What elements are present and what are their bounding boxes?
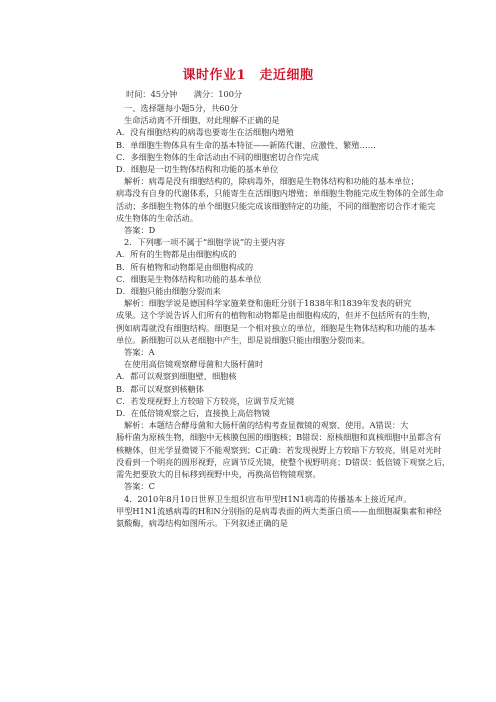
text-line: D．细胞只能由细胞分裂而来 [116, 286, 221, 297]
text-line: B．所有植物和动物都是由细胞构成的 [116, 261, 254, 272]
text-line: 肠杆菌为原核生物，细胞中无核膜包围的细胞核；B错误：原核细胞和真核细胞中虽都含有 [116, 432, 442, 443]
text-line: 单位。新细胞可以从老细胞中产生，即是说细胞只能由细胞分裂而来。 [116, 334, 370, 345]
text-line: 成果。这个学说告诉人们所有的植物和动物都是由细胞构成的，但并不包括所有的生物， [116, 310, 436, 321]
text-line: 成生物体的生命活动。 [116, 212, 198, 223]
text-line: C．细胞是生物体结构和功能的基本单位 [116, 273, 262, 284]
text-line: 核糖体，但光学显微镜下不能观察到；C正确：若发现视野上方较暗下方较亮，则是对光时 [116, 444, 442, 455]
text-line: 需先把要放大的目标移到视野中央，再换高倍物镜观察。 [116, 469, 321, 480]
text-line: D．在低倍镜观察之后，直接换上高倍物镜 [116, 408, 270, 419]
text-line: 在使用高倍镜观察酵母菌和大肠杆菌时 [124, 359, 264, 370]
text-line: 甲型H1N1流感病毒的H和N分别指的是病毒表面的两大类蛋白质——血细胞凝集素和神经 [116, 505, 442, 516]
text-line: 解析：本题结合酵母菌和大肠杆菌的结构考查显微镜的观察、使用。A错误：大 [124, 420, 409, 431]
text-line: A．都可以观察到细胞壁、细胞核 [116, 371, 237, 382]
text-line: 氨酸酶，病毒结构如图所示。下列叙述正确的是 [116, 517, 288, 528]
text-line: B．都可以观察到核糖体 [116, 383, 204, 394]
text-line: A．所有的生物都是由细胞构成的 [116, 249, 237, 260]
text-line: 4．2010年8月10日世界卫生组织宣布甲型H1N1病毒的传播基本上接近尾声。 [124, 493, 412, 504]
text-line: C．多细胞生物体的生命活动由不同的细胞密切合作完成 [116, 151, 319, 162]
text-line: 解析：细胞学说是德国科学家施莱登和施旺分别于1838年和1839年发表的研究 [124, 298, 412, 309]
time-score-info: 时间：45分钟 满分：100分 [126, 89, 243, 99]
text-line: B．单细胞生物体具有生命的基本特征——新陈代谢、应激性、繁殖…… [116, 139, 376, 150]
text-line: 解析：病毒是没有细胞结构的，除病毒外，细胞是生物体结构和功能的基本单位； [124, 176, 419, 187]
text-line: 2．下列哪一项不属于“细胞学说”的主要内容 [124, 237, 285, 248]
text-line: 答案：C [124, 481, 155, 492]
text-line: A．没有细胞结构的病毒也要寄生在活细胞内增殖 [116, 127, 294, 138]
text-line: C．若发现视野上方较暗下方较亮，应调节反光镜 [116, 395, 295, 406]
question-text-block [116, 102, 451, 529]
text-line: 答案：D [124, 225, 156, 236]
text-line: 生命活动离不开细胞，对此理解不正确的是 [124, 115, 280, 126]
text-line: 病毒没有自身的代谢体系，只能寄生在活细胞内增殖；单细胞生物能完成生物体的全部生命 [116, 188, 444, 199]
text-line: 一、选择题每小题5分，共60分 [124, 103, 238, 113]
text-line: 答案：A [124, 347, 155, 358]
text-line: 例如病毒就没有细胞结构。细胞是一个相对独立的单位，细胞是生物体结构和功能的基本 [116, 322, 436, 333]
text-line: 没看到一个明亮的圆形视野，应调节反光镜，使整个视野明亮；D错误：低倍镜下观察之后， [116, 456, 451, 467]
text-line: 活动；多细胞生物体的单个细胞只能完成该细胞特定的功能，不同的细胞密切合作才能完 [116, 200, 436, 211]
text-line: D．细胞是一切生物体结构和功能的基本单位 [116, 164, 279, 175]
page-title: 课时作业1 走近细胞 [182, 68, 314, 83]
